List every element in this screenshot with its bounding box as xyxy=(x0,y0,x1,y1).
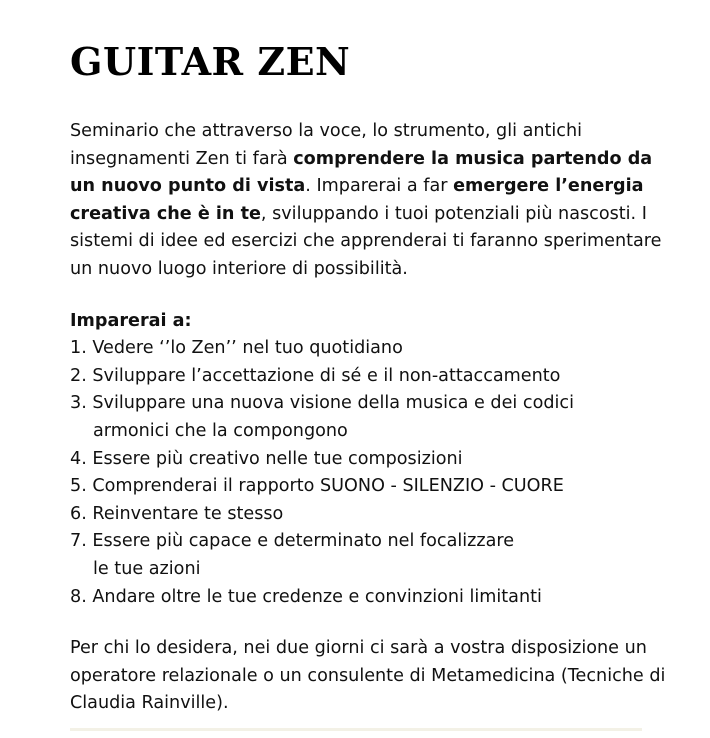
intro-text-2: . Imparerai a far xyxy=(305,176,454,197)
list-item xyxy=(70,584,670,612)
learn-list xyxy=(70,335,670,611)
learn-heading: Imparerai a: xyxy=(70,310,192,331)
intro-bold-2: emergere l’energia creativa che è in te xyxy=(70,176,644,224)
outro-paragraph: Per chi lo desidera, nei due giorni ci sarà a vostra disposizione un operatore relazionale o un consulente di Metamedicina (Tecniche di Claudia Rainville). xyxy=(70,638,666,714)
intro-text-1: Seminario che attraverso la voce, lo strumento, gli antichi insegnamenti Zen ti farà xyxy=(70,121,582,169)
footer-divider xyxy=(70,728,642,731)
document-page xyxy=(70,38,670,718)
list-item xyxy=(70,528,670,583)
list-item xyxy=(70,446,670,474)
list-item-continuation: le tue azioni xyxy=(93,558,201,579)
intro-bold-1: comprendere la musica partendo da un nuovo punto di vista xyxy=(70,148,653,197)
list-item xyxy=(70,390,670,445)
list-item-text: 5. Comprenderai il rapporto SUONO - SILENZIO - CUORE xyxy=(70,476,564,497)
page-title: GUITAR ZEN xyxy=(70,39,351,84)
list-item xyxy=(70,335,670,363)
list-item-text: 1. Vedere ‘’lo Zen’’ nel tuo quotidiano xyxy=(70,338,403,359)
list-item-text: 4. Essere più creativo nelle tue composizioni xyxy=(70,448,463,469)
intro-text-3: , sviluppando i tuoi potenziali più nascosti. I sistemi di idee ed esercizi che apprenderai ti faranno sperimentare un nuovo luogo interiore di possibilità. xyxy=(70,203,662,279)
list-item-text: 8. Andare oltre le tue credenze e convinzioni limitanti xyxy=(70,586,542,607)
list-item-text: 7. Essere più capace e determinato nel focalizzare xyxy=(70,531,515,552)
list-item-text: 6. Reinventare te stesso xyxy=(70,503,284,524)
list-item-text: 3. Sviluppare una nuova visione della musica e dei codici xyxy=(70,393,574,414)
list-item xyxy=(70,473,670,501)
list-item xyxy=(70,501,670,529)
list-item xyxy=(70,363,670,391)
list-item-continuation: armonici che la compongono xyxy=(93,420,348,441)
list-item-text: 2. Sviluppare l’accettazione di sé e il non-attaccamento xyxy=(70,365,561,386)
intro-paragraph xyxy=(70,118,670,284)
